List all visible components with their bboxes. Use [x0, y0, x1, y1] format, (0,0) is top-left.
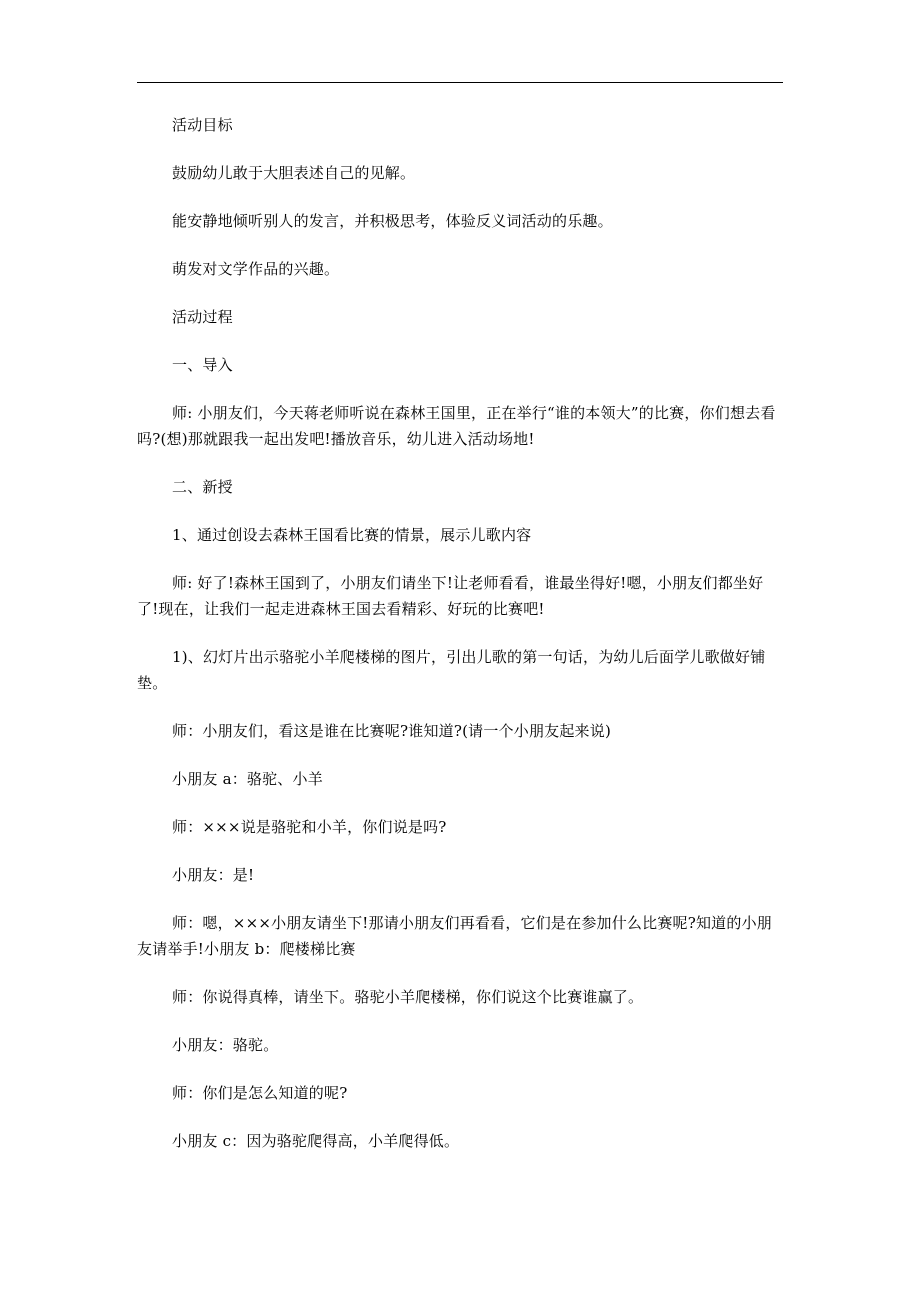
step-paragraph: 1)、幻灯片出示骆驼小羊爬楼梯的图片，引出儿歌的第一句话，为幼儿后面学儿歌做好铺垫。 — [137, 648, 766, 692]
goal-item: 能安静地倾听别人的发言，并积极思考，体验反义词活动的乐趣。 — [172, 212, 613, 230]
dialogue-line: 师：小朋友们，看这是谁在比赛呢?谁知道?(请一个小朋友起来说) — [172, 722, 611, 740]
dialogue-paragraph: 师: 小朋友们，今天蒋老师听说在森林王国里，正在举行“谁的本领大”的比赛，你们想去看吗?(想)那就跟我一起出发吧!播放音乐，幼儿进入活动场地! — [137, 404, 776, 448]
dialogue-line: 小朋友 c：因为骆驼爬得高，小羊爬得低。 — [172, 1132, 460, 1150]
goal-item: 萌发对文学作品的兴趣。 — [172, 260, 340, 278]
section-heading-goals: 活动目标 — [172, 116, 233, 134]
header-rule — [137, 82, 783, 83]
dialogue-line: 小朋友 a：骆驼、小羊 — [172, 770, 323, 788]
step-heading: 1、通过创设去森林王国看比赛的情景，展示儿歌内容 — [172, 526, 532, 544]
document-body — [137, 112, 784, 1176]
dialogue-line: 师：你说得真棒，请坐下。骆驼小羊爬楼梯，你们说这个比赛谁赢了。 — [172, 988, 644, 1006]
subsection-heading-new-lesson: 二、新授 — [172, 478, 233, 496]
dialogue-line: 小朋友：是! — [172, 866, 255, 884]
dialogue-line: 师：你们是怎么知道的呢? — [172, 1084, 348, 1102]
goal-item: 鼓励幼儿敢于大胆表述自己的见解。 — [172, 164, 416, 182]
dialogue-paragraph: 师：嗯，×××小朋友请坐下!那请小朋友们再看看，它们是在参加什么比赛呢?知道的小朋友请举手!小朋友 b：爬楼梯比赛 — [137, 914, 772, 958]
dialogue-line: 师：×××说是骆驼和小羊，你们说是吗? — [172, 818, 447, 836]
section-heading-process: 活动过程 — [172, 308, 233, 326]
dialogue-line: 小朋友：骆驼。 — [172, 1036, 279, 1054]
subsection-heading-intro: 一、导入 — [172, 356, 233, 374]
dialogue-paragraph: 师: 好了!森林王国到了，小朋友们请坐下!让老师看看，谁最坐得好!嗯，小朋友们都坐好了!现在，让我们一起走进森林王国去看精彩、好玩的比赛吧! — [137, 574, 764, 618]
